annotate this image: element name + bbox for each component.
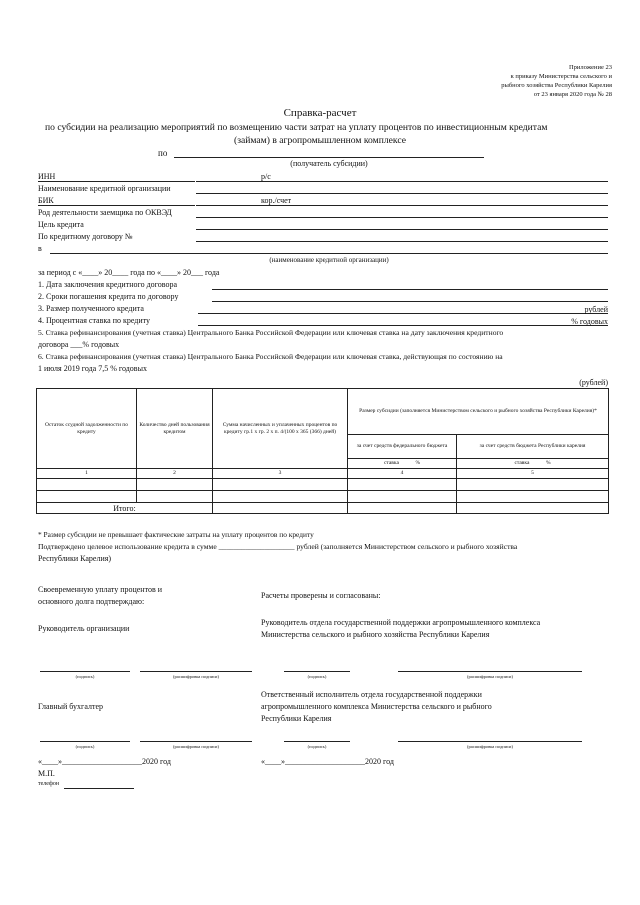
accountant-label: Главный бухгалтер: [38, 702, 103, 711]
col-num-4: 4: [348, 469, 457, 479]
rubles-unit: рублей: [584, 305, 608, 314]
table-cell[interactable]: [213, 491, 348, 503]
pct-year-unit: % годовых: [571, 317, 608, 326]
executor-line-2: агропромышленного комплекса Министерства сельского и рыбного: [261, 702, 492, 711]
repay-terms-label: 2. Сроки погашения кредита по договору: [38, 292, 179, 301]
annex-line-4: от 23 января 2020 года № 28: [533, 91, 612, 98]
bank-caption: (наименование кредитной организации): [269, 256, 389, 264]
amount-line[interactable]: [198, 313, 608, 314]
col-num-2: 2: [137, 469, 213, 479]
dept-head-decode-line[interactable]: [398, 671, 582, 672]
head-decode-line[interactable]: [140, 671, 252, 672]
header-balance: Остаток ссудной задолженности по кредиту: [37, 389, 137, 469]
rate-label: 4. Процентная ставка по кредиту: [38, 316, 151, 325]
korr-line[interactable]: [196, 205, 608, 206]
okved-label: Род деятельности заемщика по ОКВЭД: [38, 208, 172, 217]
bik-line[interactable]: [38, 205, 195, 206]
head-sign-caption: (подпись): [75, 674, 95, 679]
pct-label: %: [415, 460, 421, 466]
v-label: в: [38, 244, 42, 253]
table-cell[interactable]: [37, 491, 137, 503]
refi-5-line-1: 5. Ставка рефинансирования (учетная ставка) Центрального Банка Российской Федерации или ключевая ставка на дату заключения кредитного: [38, 328, 504, 337]
inn-line[interactable]: [38, 181, 195, 182]
document-title: Справка-расчет: [283, 107, 357, 119]
total-label: Итого:: [37, 503, 213, 514]
date-right: «____»____________________2020 год: [261, 757, 394, 766]
dept-head-line-1: Руководитель отдела государственной поддержки агропромышленного комплекса: [261, 618, 541, 627]
annex-line-1: Приложение 23: [568, 64, 612, 71]
confirm-line-2: Республики Карелия): [38, 554, 112, 563]
header-regional: за счет средств бюджета Республики карелия: [457, 435, 609, 459]
document-subtitle-2: (займам) в агропромышленном комплексе: [234, 135, 406, 146]
head-decode-caption: (расшифровка подписи): [173, 674, 219, 679]
inn-label: ИНН: [38, 172, 56, 181]
header-regional-rate: [457, 459, 609, 469]
table-cell[interactable]: [348, 491, 457, 503]
rate-line[interactable]: [198, 325, 608, 326]
stamp-mp: М.П.: [38, 769, 55, 778]
accountant-decode-caption: (расшифровка подписи): [173, 744, 219, 749]
table-cell[interactable]: [213, 479, 348, 491]
table-cell[interactable]: [348, 479, 457, 491]
header-federal: за счет средств федерального бюджета: [348, 435, 457, 459]
dept-head-sign-line[interactable]: [284, 671, 350, 672]
timely-line-2: основного долга подтверждаю:: [38, 597, 145, 606]
amount-label: 3. Размер полученного кредита: [38, 304, 144, 313]
executor-line-1: Ответственный исполнитель отдела государственной поддержки: [261, 690, 482, 699]
phone-line[interactable]: [64, 788, 134, 789]
refi-6-line-1: 6. Ставка рефинансирования (учетная ставка) Центрального Банка Российской Федерации или ключевая ставка, действующая по состоянию на: [38, 352, 503, 361]
contract-line[interactable]: [196, 241, 608, 242]
total-cell[interactable]: [348, 503, 457, 514]
header-days: Количество дней пользования кредитом: [137, 389, 213, 469]
bank-name-label: Наименование кредитной организации: [38, 184, 171, 193]
confirm-line-1: Подтверждено целевое использование кредита в сумме ____________________ рублей (заполняется Министерством сельского и рыбного хозяйства: [38, 542, 518, 551]
rate-label: ставка: [514, 460, 530, 466]
rate-label: ставка: [383, 460, 399, 466]
col-num-3: 3: [213, 469, 348, 479]
date-contract-label: 1. Дата заключения кредитного договора: [38, 280, 177, 289]
purpose-line[interactable]: [196, 229, 608, 230]
currency-note: (рублей): [579, 378, 608, 387]
subsidy-table: [36, 388, 609, 514]
pct-label: %: [545, 460, 551, 466]
repay-terms-line[interactable]: [212, 301, 608, 302]
header-federal-rate: [348, 459, 457, 469]
table-cell[interactable]: [457, 479, 609, 491]
table-cell[interactable]: [37, 479, 137, 491]
header-subsidy: Размер субсидии (заполняется Министерством сельского и рыбного хозяйства Республики Карелия)*: [348, 389, 609, 435]
head-sign-line[interactable]: [40, 671, 130, 672]
document-subtitle-1: по субсидии на реализацию мероприятий по возмещению части затрат на уплату процентов по инвестиционным кредитам: [45, 122, 548, 133]
executor-line-3: Республики Карелия: [261, 714, 332, 723]
recipient-line[interactable]: [174, 157, 484, 158]
bank-line[interactable]: [50, 253, 608, 254]
timely-line-1: Своевременную уплату процентов и: [38, 585, 163, 594]
po-label: по: [158, 148, 168, 158]
bik-label: БИК: [38, 196, 54, 205]
footnote: * Размер субсидии не превышает фактические затраты на уплату процентов по кредиту: [38, 530, 314, 539]
dept-head-line-2: Министерства сельского и рыбного хозяйства Республики Карелия: [261, 630, 490, 639]
checked-label: Расчеты проверены и согласованы:: [261, 591, 381, 600]
korr-label: кор./счет: [261, 196, 292, 205]
contract-label: По кредитному договору №: [38, 232, 133, 241]
col-num-1: 1: [37, 469, 137, 479]
executor-decode-line[interactable]: [398, 741, 582, 742]
table-cell[interactable]: [137, 491, 213, 503]
accountant-sign-line[interactable]: [40, 741, 130, 742]
annex-block: [412, 63, 612, 99]
bank-name-line[interactable]: [196, 193, 608, 194]
executor-sign-caption: (подпись): [307, 744, 327, 749]
refi-5-line-2: договора ___% годовых: [38, 340, 120, 349]
purpose-label: Цель кредита: [38, 220, 84, 229]
executor-decode-caption: (расшифровка подписи): [467, 744, 513, 749]
annex-line-2: к приказу Министерства сельского и: [510, 73, 612, 80]
col-num-5: 5: [457, 469, 609, 479]
phone-label: телефон: [38, 781, 60, 787]
total-cell[interactable]: [213, 503, 348, 514]
head-org-label: Руководитель организации: [38, 624, 130, 633]
executor-sign-line[interactable]: [284, 741, 350, 742]
rs-label: р/с: [261, 172, 271, 181]
okved-line[interactable]: [196, 217, 608, 218]
date-left: «____»____________________2020 год: [38, 757, 171, 766]
total-cell[interactable]: [457, 503, 609, 514]
table-cell[interactable]: [137, 479, 213, 491]
header-interest-sum: Сумма начисленных и уплаченных процентов по кредиту гр.1 х гр. 2 х п. 4/(100 х 365 (366) дней): [213, 389, 348, 469]
dept-head-decode-caption: (расшифровка подписи): [467, 674, 513, 679]
accountant-sign-caption: (подпись): [75, 744, 95, 749]
dept-head-sign-caption: (подпись): [307, 674, 327, 679]
recipient-caption: (получатель субсидии): [290, 159, 368, 168]
period-line: за период с «____» 20____ года по «____» 20___ года: [38, 268, 220, 277]
table-cell[interactable]: [457, 491, 609, 503]
rs-line[interactable]: [196, 181, 608, 182]
accountant-decode-line[interactable]: [140, 741, 252, 742]
annex-line-3: рыбного хозяйства Республики Карелия: [501, 82, 612, 89]
refi-6-line-2: 1 июля 2019 года 7,5 % годовых: [38, 364, 147, 373]
date-contract-line[interactable]: [212, 289, 608, 290]
